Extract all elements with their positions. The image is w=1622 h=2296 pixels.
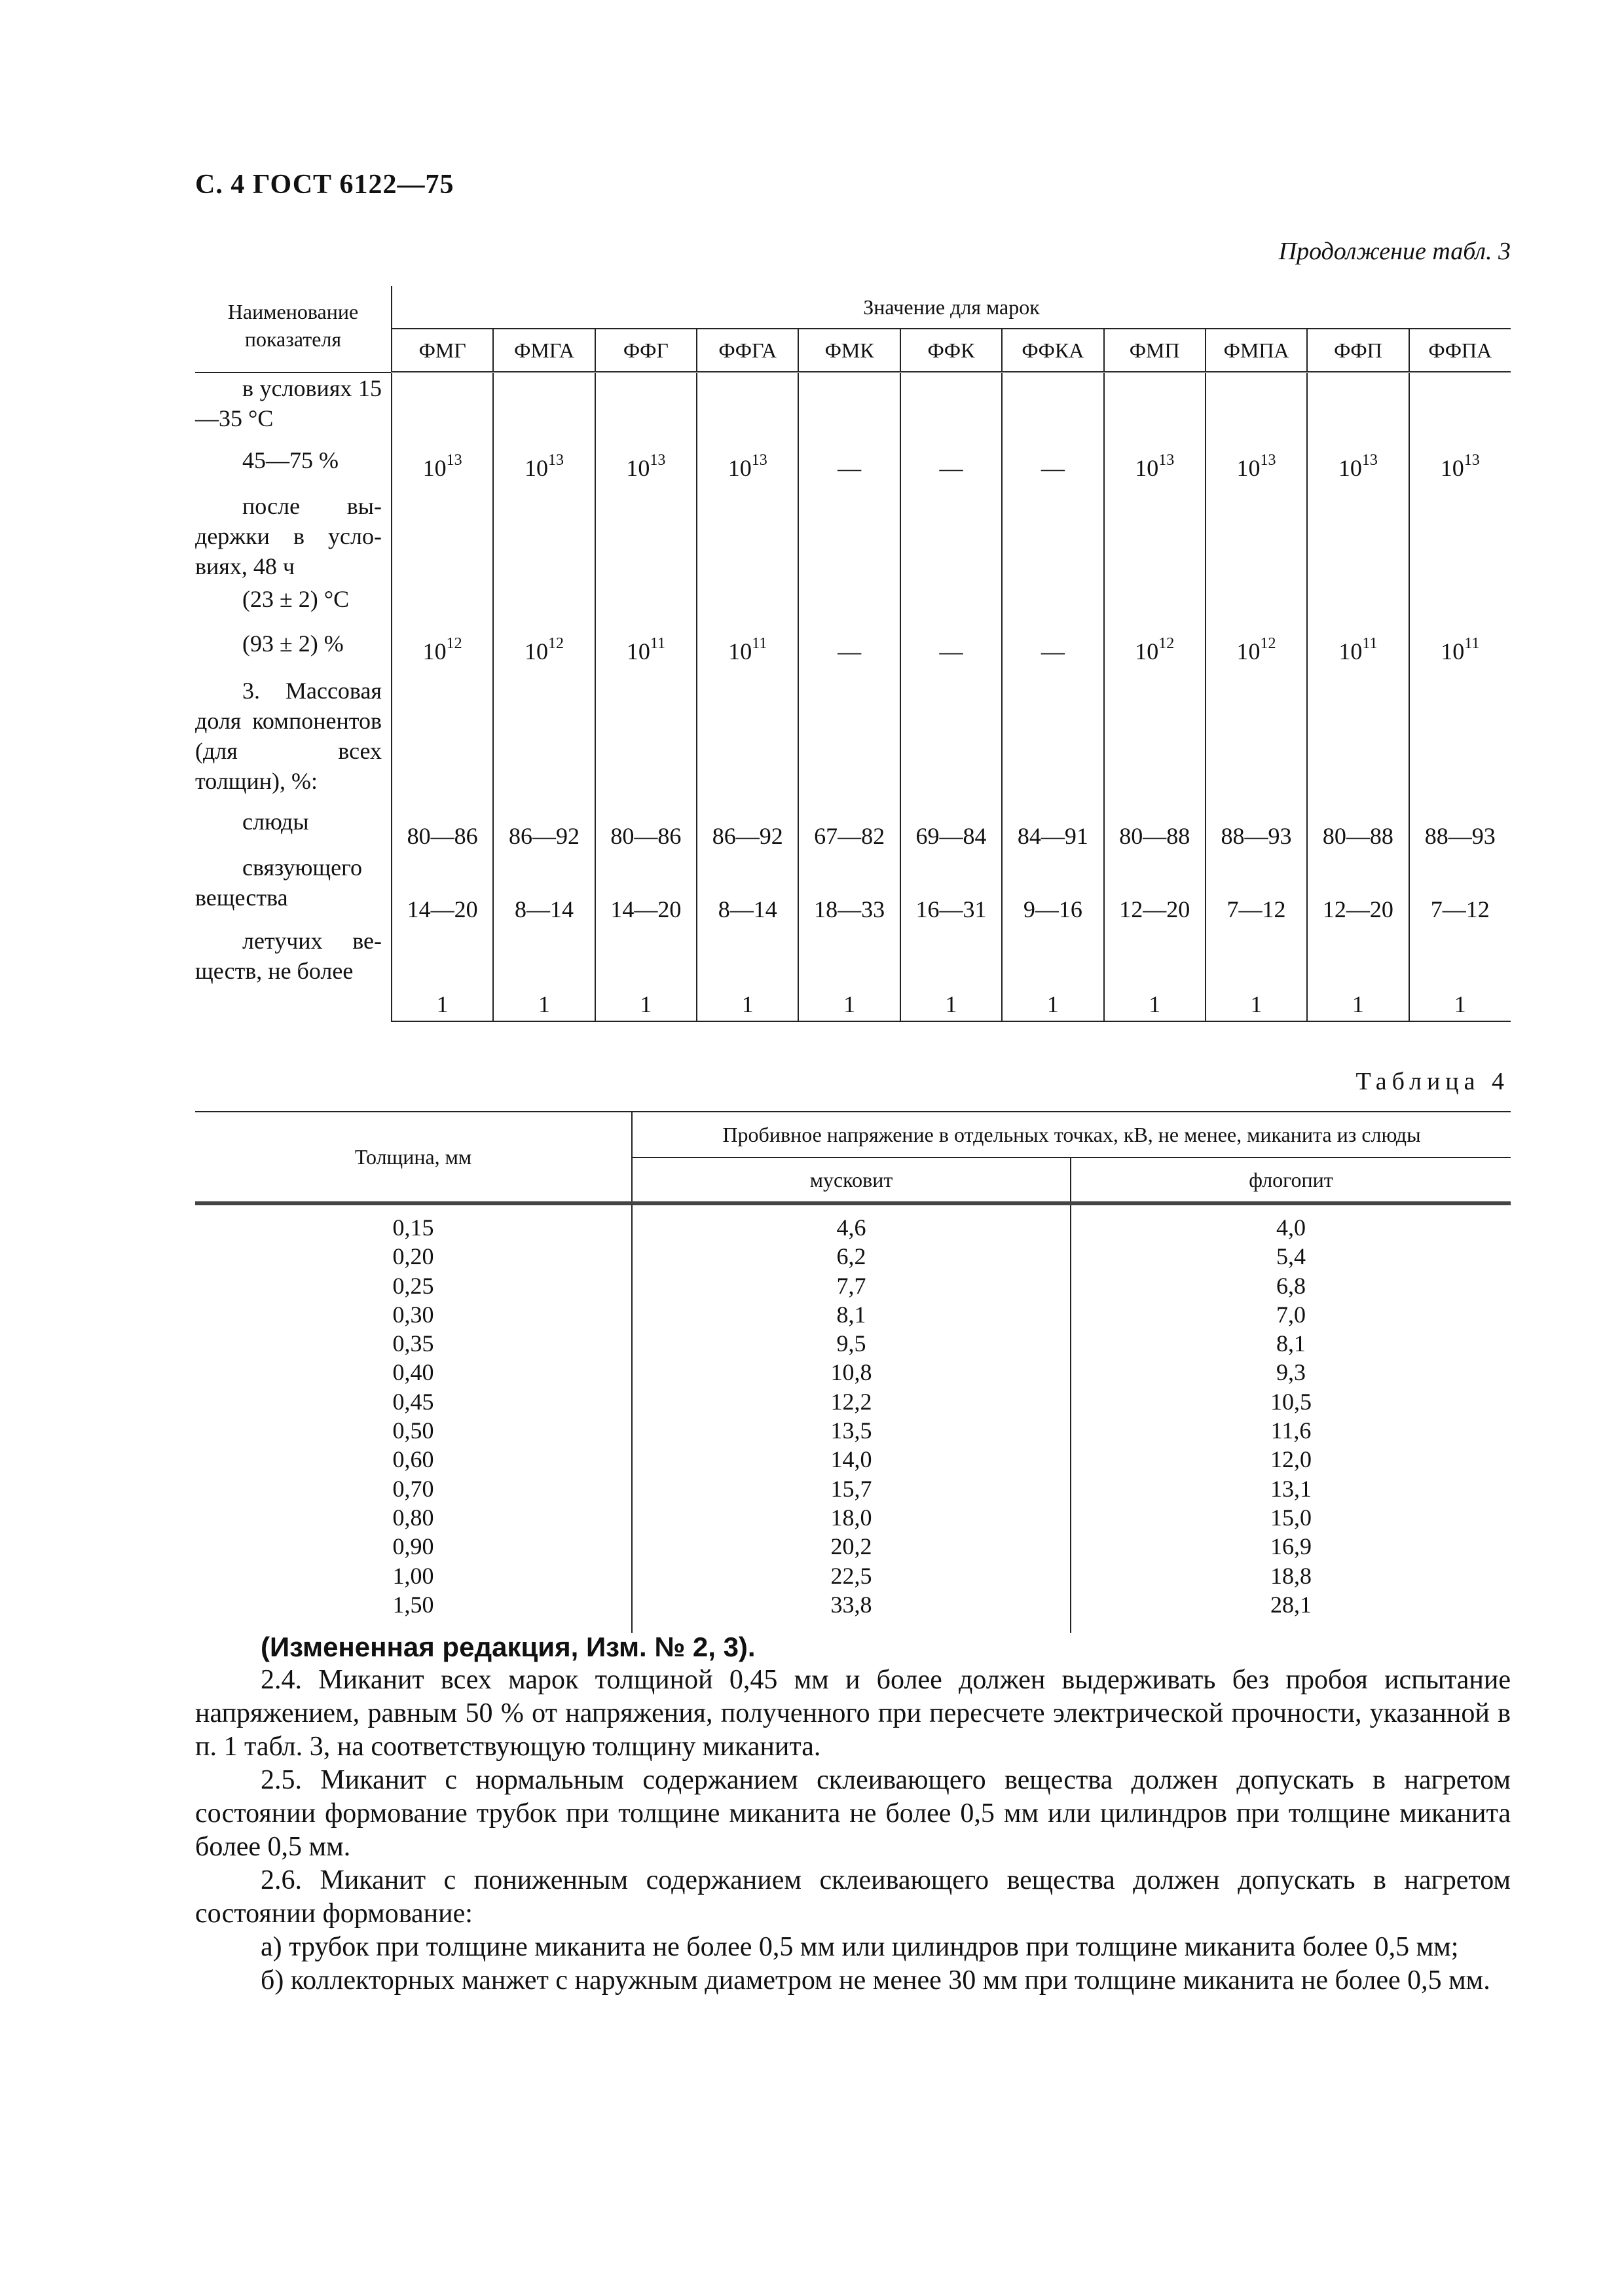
binder-value-text: 12—20 (1119, 896, 1190, 922)
resistivity-value (493, 629, 595, 676)
mica-label: слюды (195, 807, 392, 852)
volatile-value-text: 1 (1454, 991, 1466, 1017)
mica-value-text: 80—86 (407, 822, 478, 849)
binder-value (595, 852, 697, 926)
value-exponent: 11 (1464, 634, 1480, 652)
value-exponent: 12 (1260, 634, 1276, 652)
mica-value-text: 88—93 (1221, 822, 1292, 849)
binder-value-text: 8—14 (718, 896, 777, 922)
resistivity-value (1104, 445, 1206, 491)
paragraph-2-4: 2.4. Миканит всех марок толщиной 0,45 мм и более должен выдерживать без пробоя испытание напряжением, равным 50 % от напряжения, полученного при пересчете электрической прочности, указанной в п. 1 табл. 3, на соответствующую толщину миканита. (195, 1665, 1511, 1762)
binder-value-text: 9—16 (1023, 896, 1082, 922)
volatile-value (697, 926, 798, 1021)
binder-value (798, 852, 900, 926)
binder-value-text: 14—20 (610, 896, 682, 922)
volatile-value-text: 1 (1046, 991, 1059, 1017)
binder-value (1104, 852, 1206, 926)
value-exponent: 13 (1260, 451, 1276, 469)
resistivity-value (900, 629, 1002, 676)
value-base: 10 (1440, 454, 1464, 481)
binder-value-text: 12—20 (1322, 896, 1393, 922)
binder-value (1409, 852, 1511, 926)
grade-column-header: ФФПА (1409, 329, 1511, 373)
grade-column-header: ФМГА (493, 329, 595, 373)
grade-column-header: ФМГ (392, 329, 493, 373)
mica-value-text: 88—93 (1424, 822, 1496, 849)
value-base: 10 (422, 454, 447, 481)
value-base: 10 (1236, 638, 1261, 665)
thickness-values: 0,15 0,20 0,25 0,30 0,35 0,40 0,45 0,50 0,60 0,70 0,80 0,90 1,00 1,50 (195, 1203, 632, 1633)
value-base: 10 (1135, 454, 1159, 481)
paragraph-2-5: 2.5. Миканит с нормальным содержанием склеивающего вещества должен допускать в нагретом состоянии формование трубок при толщине миканита не более 0,5 мм или цилиндров при толщине миканита более 0,5 мм. (195, 1765, 1511, 1862)
muscovite-header: мусковит (632, 1157, 1071, 1203)
resistivity-value (1307, 445, 1409, 491)
value-base: — (1041, 638, 1065, 665)
binder-value-text: 7—12 (1430, 896, 1490, 922)
grade-column-header: ФФП (1307, 329, 1409, 373)
temperature-label: (23 ± 2) °С (195, 584, 392, 629)
volatile-value (1104, 926, 1206, 1021)
mica-value-text: 67—82 (814, 822, 885, 849)
value-base: 10 (626, 638, 650, 665)
value-base: 10 (1135, 638, 1159, 665)
mica-value (1307, 807, 1409, 852)
mica-value (798, 807, 900, 852)
volatile-value (493, 926, 595, 1021)
volatile-value (1206, 926, 1307, 1021)
mica-value (1002, 807, 1103, 852)
table-3 (195, 286, 1511, 1022)
resistivity-value (697, 629, 798, 676)
value-base: 10 (626, 454, 650, 481)
volatile-value (392, 926, 493, 1021)
volatile-value (798, 926, 900, 1021)
binder-label: связующего вещества (195, 852, 392, 926)
value-exponent: 12 (548, 634, 564, 652)
value-exponent: 11 (1362, 634, 1378, 652)
grade-column-header: ФФГА (697, 329, 798, 373)
resistivity-value (1206, 629, 1307, 676)
resistivity-value (595, 445, 697, 491)
value-base: 10 (525, 454, 549, 481)
binder-value (1307, 852, 1409, 926)
phlogopite-values: 4,0 5,4 6,8 7,0 8,1 9,3 10,5 11,6 12,0 13,1 15,0 16,9 18,8 28,1 (1270, 1214, 1312, 1618)
volatile-value (1409, 926, 1511, 1021)
volatile-value (900, 926, 1002, 1021)
mica-value (1206, 807, 1307, 852)
resistivity-value (392, 445, 493, 491)
paragraph-2-6-b: б) коллекторных манжет с наружным диаметром не менее 30 мм при толщине миканита не более 0,5 мм. (261, 1965, 1490, 1995)
table-continuation-note: Продолжение табл. 3 (1278, 238, 1511, 265)
volatile-value (1002, 926, 1103, 1021)
resistivity-value (697, 445, 798, 491)
value-base: — (1041, 454, 1065, 481)
resistivity-value (1002, 629, 1103, 676)
mica-value-text: 86—92 (712, 822, 783, 849)
binder-value (1206, 852, 1307, 926)
resistivity-value (493, 445, 595, 491)
resistivity-value (1409, 445, 1511, 491)
value-base: 10 (1236, 454, 1261, 481)
volatile-value-text: 1 (436, 991, 449, 1017)
paragraph-2-6-a: а) трубок при толщине миканита не более 0,5 мм или цилиндров при толщине миканита более 0,5 мм; (261, 1932, 1459, 1962)
value-base: 10 (1441, 638, 1465, 665)
binder-value (493, 852, 595, 926)
value-base: — (838, 454, 862, 481)
mica-value-text: 86—92 (509, 822, 580, 849)
volatile-value-text: 1 (1149, 991, 1161, 1017)
mica-value-text: 84—91 (1017, 822, 1088, 849)
binder-value-text: 16—31 (915, 896, 987, 922)
resistivity-value (392, 629, 493, 676)
value-exponent: 12 (446, 634, 462, 652)
resistivity-value (1307, 629, 1409, 676)
grade-values-header: Значение для марок (392, 286, 1511, 329)
value-exponent: 13 (1158, 451, 1175, 469)
page-header: С. 4 ГОСТ 6122—75 (195, 170, 454, 200)
resistivity-value (595, 629, 697, 676)
resistivity-value (1206, 445, 1307, 491)
binder-value-text: 8—14 (515, 896, 574, 922)
value-base: 10 (728, 454, 752, 481)
volatile-value-text: 1 (945, 991, 957, 1017)
humidity-label: 45—75 % (195, 445, 392, 491)
value-exponent: 12 (1158, 634, 1175, 652)
resistivity-value (1409, 629, 1511, 676)
mica-value-text: 80—86 (610, 822, 682, 849)
value-base: 10 (525, 638, 549, 665)
binder-value (392, 852, 493, 926)
grade-column-header: ФФК (900, 329, 1002, 373)
condition-label: в условиях 15—35 °С (195, 373, 392, 445)
value-exponent: 13 (1361, 451, 1378, 469)
grade-column-header: ФМПА (1206, 329, 1307, 373)
value-exponent: 11 (650, 634, 665, 652)
grade-column-header: ФФГ (595, 329, 697, 373)
grade-column-header: ФФКА (1002, 329, 1103, 373)
mica-value (595, 807, 697, 852)
volatile-label: летучих веществ, не более (195, 926, 392, 1021)
volatile-value (1307, 926, 1409, 1021)
mica-value (392, 807, 493, 852)
volatile-value-text: 1 (1250, 991, 1263, 1017)
humidity-93-label: (93 ± 2) % (195, 629, 392, 676)
resistivity-value (1104, 629, 1206, 676)
mica-value-text: 80—88 (1119, 822, 1190, 849)
volatile-value-text: 1 (1352, 991, 1364, 1017)
resistivity-value (1002, 445, 1103, 491)
table-4-title: Таблица 4 (1355, 1068, 1509, 1095)
resistivity-value (900, 445, 1002, 491)
binder-value (900, 852, 1002, 926)
mica-value (1104, 807, 1206, 852)
edit-note: (Измененная редакция, Изм. № 2, 3). (261, 1631, 756, 1662)
muscovite-values: 4,6 6,2 7,7 8,1 9,5 10,8 12,2 13,5 14,0 15,7 18,0 20,2 22,5 33,8 (632, 1203, 1071, 1633)
mica-value-text: 69—84 (915, 822, 987, 849)
mica-value (697, 807, 798, 852)
aging-label: после выдержки в условиях, 48 ч (195, 491, 392, 584)
value-exponent: 13 (1464, 451, 1480, 469)
value-exponent: 11 (752, 634, 767, 652)
value-exponent: 13 (548, 451, 564, 469)
binder-value-text: 14—20 (407, 896, 478, 922)
mica-value (900, 807, 1002, 852)
value-base: — (939, 638, 963, 665)
value-exponent: 13 (446, 451, 462, 469)
table-4 (195, 1111, 1511, 1633)
value-base: 10 (1338, 638, 1363, 665)
volatile-value-text: 1 (843, 991, 856, 1017)
volatile-value (595, 926, 697, 1021)
binder-value-text: 7—12 (1226, 896, 1286, 922)
indicator-name-header: Наименование показателя (195, 286, 392, 373)
paragraph-2-6: 2.6. Миканит с пониженным содержанием склеивающего вещества должен допускать в нагретом состоянии формование: (195, 1865, 1511, 1929)
body-text (195, 1630, 1511, 1997)
value-exponent: 13 (751, 451, 767, 469)
volatile-value-text: 1 (741, 991, 754, 1017)
value-exponent: 13 (650, 451, 666, 469)
thickness-header: Толщина, мм (195, 1112, 632, 1203)
value-base: 10 (1338, 454, 1362, 481)
mass-fraction-label: 3. Массовая доля компонентов (для всех толщин), %: (195, 676, 392, 807)
binder-value (1002, 852, 1103, 926)
mica-value (493, 807, 595, 852)
value-base: — (838, 638, 862, 665)
mica-value (1409, 807, 1511, 852)
value-base: 10 (728, 638, 752, 665)
grade-column-header: ФМК (798, 329, 900, 373)
value-base: 10 (422, 638, 447, 665)
volatile-value-text: 1 (538, 991, 551, 1017)
binder-value (697, 852, 798, 926)
resistivity-value (798, 445, 900, 491)
mica-value-text: 80—88 (1322, 822, 1393, 849)
value-base: — (939, 454, 963, 481)
breakdown-voltage-header: Пробивное напряжение в отдельных точках, кВ, не менее, миканита из слюды (632, 1112, 1511, 1157)
volatile-value-text: 1 (640, 991, 652, 1017)
phlogopite-header: флогопит (1071, 1157, 1511, 1203)
resistivity-value (798, 629, 900, 676)
binder-value-text: 18—33 (814, 896, 885, 922)
grade-column-header: ФМП (1104, 329, 1206, 373)
